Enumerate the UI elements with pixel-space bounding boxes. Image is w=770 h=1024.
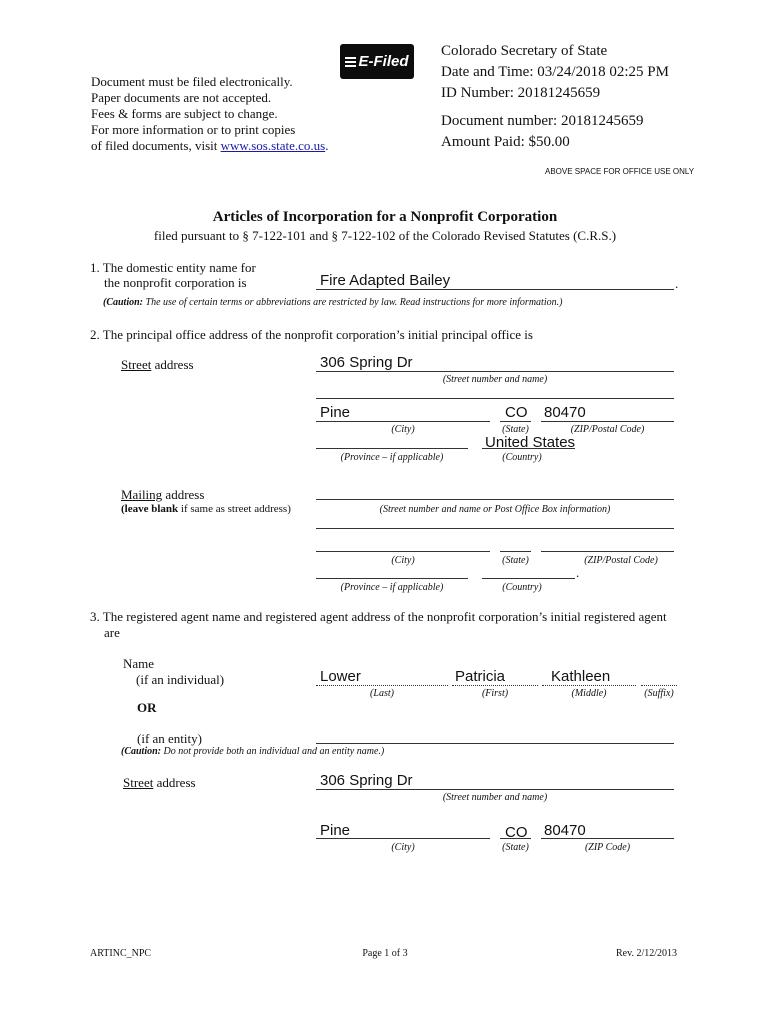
section-1-label-line-2: the nonprofit corporation is bbox=[104, 275, 247, 290]
agent-first-name-field[interactable]: Patricia bbox=[455, 668, 506, 685]
notice-line-2: Paper documents are not accepted. bbox=[91, 90, 272, 105]
agent-state-field[interactable]: CO bbox=[505, 824, 528, 841]
section-3-label-line-1: 3. The registered agent name and registered agent address of the nonprofit corporation’s initial registered agent bbox=[90, 609, 667, 624]
agent-entity-label: (if an entity) bbox=[137, 731, 202, 746]
agent-city-line bbox=[316, 838, 490, 839]
agent-suffix-caption: (Suffix) bbox=[644, 688, 674, 699]
agent-street-caption: (Street number and name) bbox=[442, 792, 548, 803]
agent-city-caption: (City) bbox=[391, 842, 415, 853]
office-use-block bbox=[441, 41, 669, 153]
caution-text: The use of certain terms or abbreviations are restricted by law. Read instructions for more information.) bbox=[143, 297, 563, 308]
principal-province-caption: (Province – if applicable) bbox=[340, 452, 444, 463]
caution-3-text: Do not provide both an individual and an entity name.) bbox=[161, 746, 385, 757]
mailing-blank-note bbox=[121, 503, 291, 515]
principal-zip-line bbox=[541, 421, 674, 422]
street-label-rest: address bbox=[151, 357, 194, 372]
agent-or-label: OR bbox=[137, 700, 157, 715]
notice-line-3: Fees & forms are subject to change. bbox=[91, 106, 278, 121]
agent-middle-name-line bbox=[542, 685, 636, 686]
mailing-note-rest: if same as street address) bbox=[178, 503, 291, 515]
agent-last-caption: (Last) bbox=[370, 688, 394, 699]
agent-street-line bbox=[316, 789, 674, 790]
agent-street-label bbox=[123, 775, 196, 791]
agent-first-name-line bbox=[452, 685, 538, 686]
e-filed-logo bbox=[340, 44, 414, 79]
mailing-street-line-2[interactable] bbox=[316, 528, 674, 529]
filing-notice bbox=[91, 74, 328, 154]
notice-line-5-suffix: . bbox=[325, 138, 329, 153]
agent-middle-name-field[interactable]: Kathleen bbox=[551, 668, 611, 685]
principal-state-field[interactable]: CO bbox=[505, 404, 528, 421]
principal-country-line bbox=[482, 448, 575, 449]
agent-zip-line bbox=[541, 838, 674, 839]
caution-bold: (Caution: bbox=[103, 297, 144, 308]
principal-street-line bbox=[316, 371, 674, 372]
mailing-province-line[interactable] bbox=[316, 578, 468, 579]
principal-city-field[interactable]: Pine bbox=[320, 404, 351, 421]
principal-street-line-2 bbox=[316, 398, 674, 399]
agent-city-field[interactable]: Pine bbox=[320, 822, 351, 839]
mailing-street-caption: (Street number and name or Post Office Box information) bbox=[379, 504, 611, 515]
mailing-zip-caption: (ZIP/Postal Code) bbox=[584, 555, 658, 566]
mailing-address-label bbox=[121, 487, 204, 503]
principal-city-line bbox=[316, 421, 490, 422]
mailing-city-line[interactable] bbox=[316, 551, 490, 552]
section-1-caution bbox=[103, 297, 562, 308]
principal-city-caption: (City) bbox=[391, 424, 415, 435]
entity-name-line bbox=[316, 289, 674, 290]
mailing-label-underlined: Mailing bbox=[121, 487, 163, 502]
principal-street-label bbox=[121, 357, 194, 373]
notice-line-4: For more information or to print copies bbox=[91, 122, 296, 137]
mailing-country-caption: (Country) bbox=[502, 582, 542, 593]
mailing-note-bold: (leave blank bbox=[121, 503, 179, 515]
street-label-underlined: Street bbox=[121, 357, 152, 372]
agent-state-caption: (State) bbox=[502, 842, 529, 853]
agent-name-label: Name bbox=[123, 656, 155, 671]
agent-street-field[interactable]: 306 Spring Dr bbox=[320, 772, 413, 789]
filing-datetime: Date and Time: 03/24/2018 02:25 PM bbox=[441, 64, 669, 80]
mailing-country-line[interactable] bbox=[482, 578, 575, 579]
agent-suffix-line[interactable] bbox=[641, 685, 677, 686]
footer-page-number: Page 1 of 3 bbox=[362, 948, 408, 959]
principal-province-line bbox=[316, 448, 468, 449]
mailing-label-rest: address bbox=[162, 487, 205, 502]
principal-street-caption: (Street number and name) bbox=[442, 374, 548, 385]
agent-street-label-rest: address bbox=[153, 775, 196, 790]
agent-entity-line[interactable] bbox=[316, 743, 674, 744]
agent-state-line bbox=[500, 838, 531, 839]
principal-zip-caption: (ZIP/Postal Code) bbox=[570, 424, 645, 435]
agent-street-label-underlined: Street bbox=[123, 775, 154, 790]
section-3-label-line-2: are bbox=[104, 625, 120, 640]
entity-name-period: . bbox=[675, 276, 679, 291]
agent-first-caption: (First) bbox=[481, 688, 509, 699]
agent-zip-caption: (ZIP Code) bbox=[584, 842, 631, 853]
sos-website-link[interactable]: www.sos.state.co.us bbox=[220, 138, 326, 153]
mailing-province-caption: (Province – if applicable) bbox=[340, 582, 444, 593]
caution-3-bold: (Caution: bbox=[121, 746, 162, 757]
principal-country-caption: (Country) bbox=[502, 452, 542, 463]
agent-individual-label: (if an individual) bbox=[136, 672, 225, 687]
notice-line-5 bbox=[91, 138, 328, 154]
section-3-caution bbox=[121, 746, 384, 757]
footer-form-id: ARTINC_NPC bbox=[90, 948, 152, 959]
e-filed-mark-icon bbox=[345, 55, 356, 69]
id-number: ID Number: 20181245659 bbox=[441, 85, 601, 101]
document-number: Document number: 20181245659 bbox=[441, 113, 644, 129]
agent-last-name-line bbox=[316, 685, 448, 686]
mailing-zip-line[interactable] bbox=[541, 551, 674, 552]
section-1-label-line-1: 1. The domestic entity name for bbox=[90, 260, 256, 275]
mailing-country-period: . bbox=[576, 565, 580, 580]
agency-name: Colorado Secretary of State bbox=[441, 43, 608, 59]
principal-country-field[interactable]: United States bbox=[485, 434, 576, 451]
amount-paid: Amount Paid: $50.00 bbox=[441, 134, 570, 150]
office-use-note: ABOVE SPACE FOR OFFICE USE ONLY bbox=[545, 167, 695, 176]
notice-line-5-prefix: of filed documents, visit bbox=[91, 138, 221, 153]
section-2-label: 2. The principal office address of the nonprofit corporation’s initial principal office is bbox=[90, 327, 533, 342]
mailing-state-caption: (State) bbox=[502, 555, 529, 566]
mailing-city-caption: (City) bbox=[391, 555, 415, 566]
agent-middle-caption: (Middle) bbox=[571, 688, 607, 699]
e-filed-logo-text: E-Filed bbox=[358, 53, 409, 70]
mailing-street-line[interactable] bbox=[316, 499, 674, 500]
agent-zip-field[interactable]: 80470 bbox=[544, 822, 586, 839]
form-subtitle: filed pursuant to § 7-122-101 and § 7-122-102 of the Colorado Revised Statutes (C.R.S.) bbox=[153, 228, 617, 243]
notice-line-1: Document must be filed electronically. bbox=[91, 74, 293, 89]
agent-last-name-field[interactable]: Lower bbox=[320, 668, 361, 685]
principal-state-line bbox=[500, 421, 531, 422]
entity-name-field[interactable]: Fire Adapted Bailey bbox=[320, 272, 451, 289]
mailing-state-line[interactable] bbox=[500, 551, 531, 552]
form-title: Articles of Incorporation for a Nonprofit Corporation bbox=[212, 209, 558, 225]
principal-state-caption: (State) bbox=[502, 424, 529, 435]
footer-revision: Rev. 2/12/2013 bbox=[616, 948, 678, 959]
principal-zip-field[interactable]: 80470 bbox=[544, 404, 586, 421]
principal-street-field[interactable]: 306 Spring Dr bbox=[320, 354, 413, 371]
